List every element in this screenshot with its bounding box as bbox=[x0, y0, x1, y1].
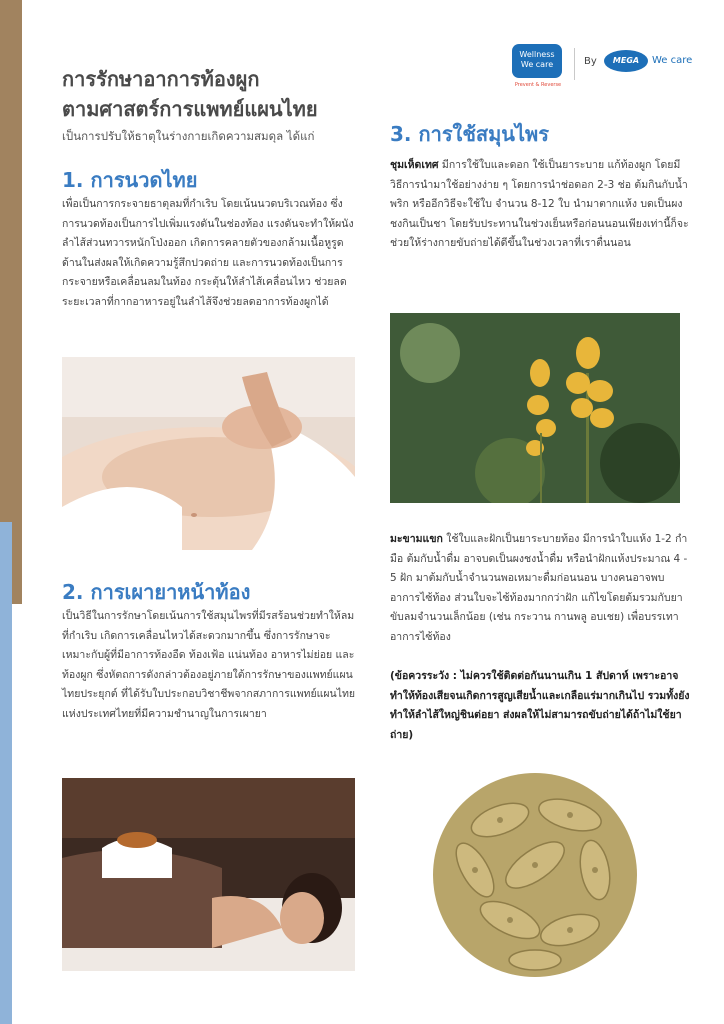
herb1-paragraph bbox=[390, 156, 690, 254]
decorative-side-bar-blue bbox=[0, 522, 12, 1024]
wellness-logo: Wellness We care bbox=[512, 44, 562, 78]
herb2-paragraph bbox=[390, 530, 690, 647]
herb2-name: มะขามแขก bbox=[390, 533, 443, 545]
herb-warning-note: (ข้อควรระวัง : ไม่ควรใช้ติดต่อกันนานเกิน 1 สัปดาห์ เพราะอาจทำให้ท้องเสียจนเกิดการสูญเสียน้ำและเกลือแร่มากเกินไป รวมทั้งยังทำให้ลำไส้ใหญ่ชินต่อยา ส่งผลให้ไม่สามารถขับถ่ายได้ถ้าไม่ใช้ยาถ่าย) bbox=[390, 670, 690, 741]
page-title: การรักษาอาการท้องผูก ตามศาสตร์การแพทย์แผนไทย bbox=[62, 67, 318, 121]
photo-herbal-burning-treatment bbox=[62, 778, 355, 971]
decorative-side-bar bbox=[0, 0, 22, 604]
photo-candle-bush-flower bbox=[390, 313, 680, 503]
herb1-body: มีการใช้ใบและดอก ใช้เป็นยาระบาย แก้ท้องผูก โดยมีวิธีการนำมาใช้อย่างง่าย ๆ โดยการนำช่อดอก 2-3 ช่อ ต้มกินกับน้ำพริก หรืออีกวิธีจะใช้ใบ จำนวน 8-12 ใบ นำมาตากแห้ง บดเป็นผง ชงกินเป็นชา โดยรับประทานในช่วงเย็นหรือก่อนนอนเพียงเท่านี้ก็จะช่วยให้ร่างกายขับถ่ายได้ดีขึ้นในช่วงเวลาที่เราตื่นนอน bbox=[390, 159, 689, 249]
divider bbox=[574, 48, 575, 80]
by-label: By bbox=[584, 56, 597, 67]
photo-abdominal-massage bbox=[62, 357, 355, 550]
wellness-tagline: Prevent & Reverse bbox=[514, 82, 562, 88]
herb2-body: ใช้ใบและฝักเป็นยาระบายท้อง มีการนำใบแห้ง 1-2 กำมือ ต้มกับน้ำดื่ม อาจบดเป็นผงชงน้ำดื่ม หรือนำฝักแห้งประมาณ 4 - 5 ฝัก มาต้มกับน้ำจำนวนพอเหมาะดื่มก่อนนอน บางคนอาจพบอาการไซ้ท้อง ส่วนใบจะไซ้ท้องมากกว่าฝัก แก้ไขโดยต้มรวมกับยาขับลมจำนวนเล็กน้อย (เช่น กระวาน กานพลู อบเชย) เพื่อบรรเทาอาการไซ้ท้อง bbox=[390, 533, 688, 643]
photo-senna-pods bbox=[420, 770, 650, 980]
section-body-abdominal-herbal-burning: เป็นวิธีในการรักษาโดยเน้นการใช้สมุนไพรที่มีรสร้อนช่วยทำให้ลมที่กำเริบ เกิดการเคลื่อนไหวได้สะดวกมากขึ้น ซึ่งการรักษาจะเหมาะกับผู้ที่มีอาการท้องอืด ท้องเฟ้อ แน่นท้อง อาหารไม่ย่อย และ ท้องผูก ซึ่งหัตถการดังกล่าวต้องอยู่ภายใต้การรักษาของแพทย์แผนไทยประยุกต์ ที่ได้รับใบประกอบวิชาชีพจากสภาการแพทย์แผนไทยแห่งประเทศไทยที่มีความชำนาญในการเผายา bbox=[62, 610, 356, 720]
section-heading-thai-massage: 1. การนวดไทย bbox=[62, 168, 198, 192]
brand-logos bbox=[508, 44, 698, 94]
section-heading-abdominal-herbal-burning: 2. การเผายาหน้าท้อง bbox=[62, 580, 251, 604]
section-heading-herbs: 3. การใช้สมุนไพร bbox=[390, 122, 549, 146]
section-body-thai-massage: เพื่อเป็นการกระจายธาตุลมที่กำเริบ โดยเน้นนวดบริเวณท้อง ซึ่งการนวดท้องเป็นการไปเพิ่มแรงดันในช่องท้อง แรงดันจะทำให้ผนังลำไส้ส่วนทวารหนักโป่งออก เกิดการคลายตัวของกล้ามเนื้อหูรูดด้านในส่งผลให้เกิดความรู้สึกปวดถ่าย และการนวดท้องเป็นการกระจายหรือเคลื่อนลมในท้อง กระตุ้นให้ลำไส้เคลื่อนไหว ช่วยลดระยะเวลาที่กากอาหารอยู่ในลำไส้จึงช่วยลดอาการท้องผูกได้ bbox=[62, 198, 354, 308]
herb1-name: ชุมเห็ดเทศ bbox=[390, 159, 439, 171]
page-subtitle: เป็นการปรับให้ธาตุในร่างกายเกิดความสมดุล ได้แก่ bbox=[62, 129, 315, 143]
mega-wecare-label: We care bbox=[652, 55, 693, 66]
mega-logo: MEGA bbox=[604, 50, 648, 72]
